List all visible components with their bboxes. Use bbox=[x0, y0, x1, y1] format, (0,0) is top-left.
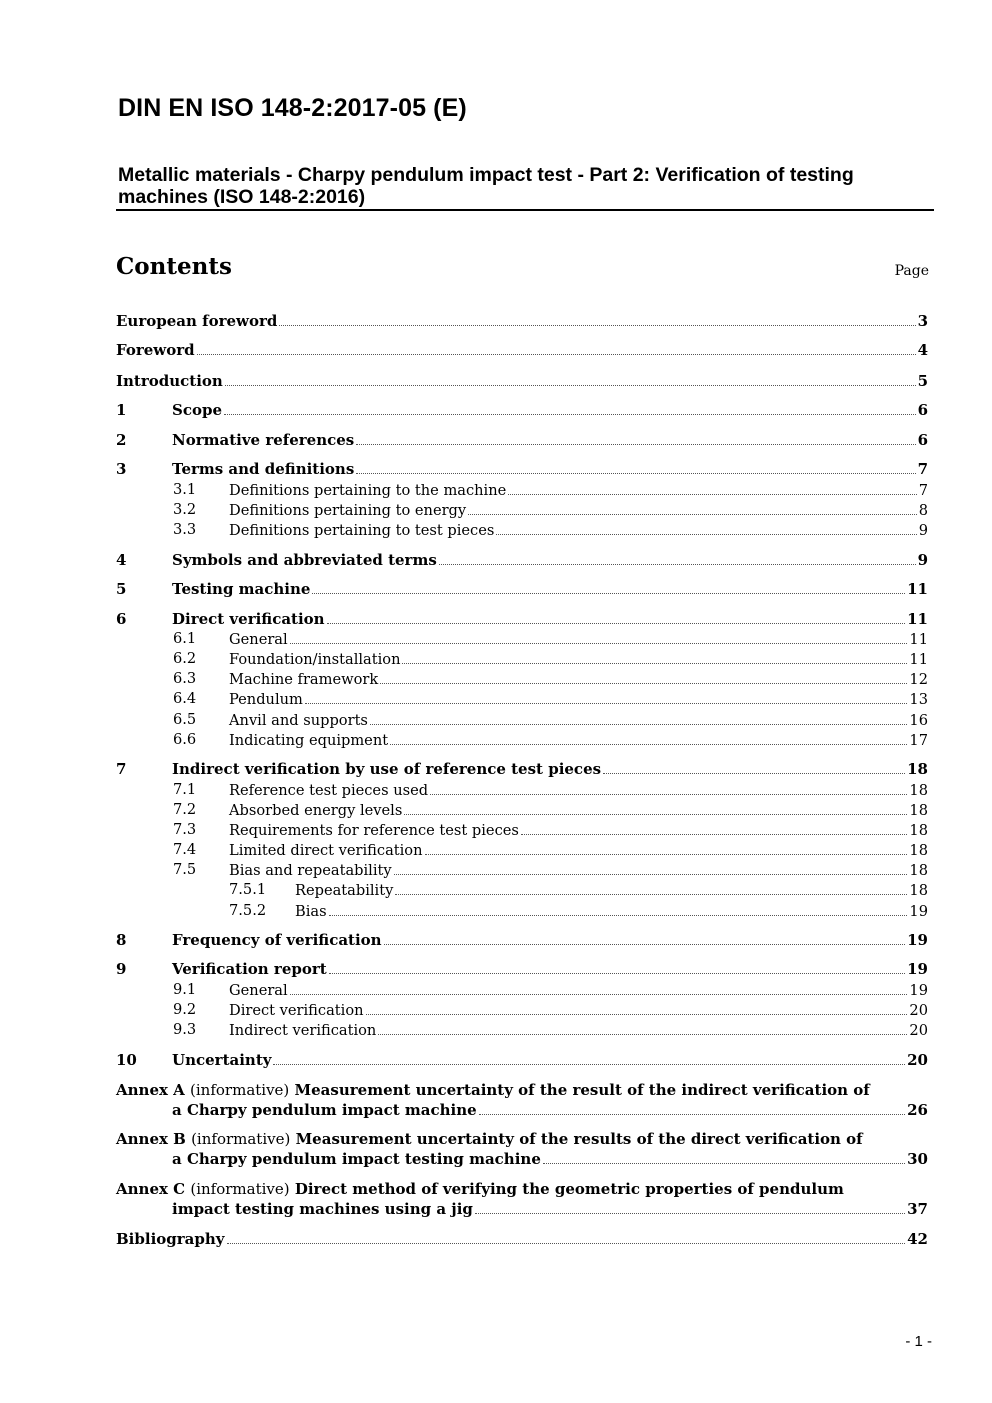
toc-entry-page: 19 bbox=[907, 931, 928, 949]
annex-label: Annex C bbox=[116, 1180, 186, 1198]
annex-title-line-1: Measurement uncertainty of the result of the indirect verification of bbox=[294, 1081, 870, 1099]
toc-entry[interactable] bbox=[116, 901, 928, 921]
toc-entry-page: 5 bbox=[917, 372, 928, 390]
annex-title-line-2: a Charpy pendulum impact machine bbox=[172, 1101, 477, 1119]
toc-leader-dots bbox=[425, 840, 908, 855]
toc-leader-dots bbox=[543, 1149, 905, 1164]
toc-entry-number: 6.2 bbox=[173, 650, 197, 667]
annex-title-line-1: Direct method of verifying the geometric properties of pendulum bbox=[294, 1180, 844, 1198]
toc-entry[interactable] bbox=[116, 311, 928, 331]
toc-entry-number: 7.3 bbox=[173, 821, 197, 838]
page-footer-number: - 1 - bbox=[905, 1333, 932, 1350]
toc-entry-number: 10 bbox=[116, 1051, 137, 1069]
toc-leader-dots bbox=[430, 780, 907, 795]
toc-entry-page: 18 bbox=[909, 842, 928, 859]
toc-leader-dots bbox=[402, 649, 907, 664]
toc-leader-dots bbox=[366, 1000, 908, 1015]
toc-entry-page: 6 bbox=[917, 431, 928, 449]
toc-entry-title: Indicating equipment bbox=[229, 732, 389, 749]
toc-leader-dots bbox=[290, 629, 908, 644]
toc-entry-page: 19 bbox=[909, 982, 928, 999]
toc-entry-number: 6.6 bbox=[173, 731, 197, 748]
toc-entry[interactable] bbox=[116, 759, 928, 779]
toc-entry-title: Indirect verification bbox=[229, 1022, 377, 1039]
toc-annex-entry-continued[interactable] bbox=[116, 1149, 928, 1169]
toc-entry-page: 11 bbox=[909, 651, 928, 668]
toc-entry-page: 7 bbox=[918, 482, 928, 499]
toc-leader-dots bbox=[439, 550, 916, 565]
toc-leader-dots bbox=[475, 1199, 905, 1214]
toc-entry-title: European foreword bbox=[116, 312, 278, 330]
toc-entry-title: Scope bbox=[172, 401, 223, 419]
toc-entry-page: 42 bbox=[907, 1230, 928, 1248]
toc-annex-entry[interactable] bbox=[116, 1080, 928, 1100]
toc-entry[interactable] bbox=[116, 1000, 928, 1020]
toc-entry[interactable] bbox=[116, 520, 928, 540]
toc-entry[interactable] bbox=[116, 459, 928, 479]
toc-entry-page: 19 bbox=[909, 903, 928, 920]
toc-entry-number: 3.3 bbox=[173, 521, 197, 538]
toc-entry-title: Pendulum bbox=[229, 691, 303, 708]
toc-entry-number: 7.4 bbox=[173, 841, 197, 858]
annex-type: (informative) bbox=[190, 1180, 290, 1198]
toc-entry[interactable] bbox=[116, 689, 928, 709]
toc-leader-dots bbox=[329, 901, 908, 916]
toc-entry[interactable] bbox=[116, 880, 928, 900]
toc-leader-dots bbox=[329, 959, 905, 974]
toc-entry-number: 3.2 bbox=[173, 501, 197, 518]
toc-entry[interactable] bbox=[116, 649, 928, 669]
document-title bbox=[118, 164, 933, 208]
toc-entry[interactable] bbox=[116, 860, 928, 880]
toc-entry[interactable] bbox=[116, 430, 928, 450]
toc-entry-number: 6.1 bbox=[173, 630, 197, 647]
toc-entry-page: 18 bbox=[909, 822, 928, 839]
toc-entry[interactable] bbox=[116, 629, 928, 649]
toc-entry-page: 16 bbox=[909, 712, 928, 729]
toc-entry[interactable] bbox=[116, 371, 928, 391]
toc-entry-title: Repeatability bbox=[295, 882, 394, 899]
toc-entry-title: Indirect verification by use of reference test pieces bbox=[172, 760, 602, 778]
toc-annex-entry-continued[interactable] bbox=[116, 1100, 928, 1120]
toc-entry-number: 7.5.1 bbox=[229, 881, 267, 898]
toc-entry-page: 9 bbox=[917, 551, 928, 569]
toc-entry-title: Anvil and supports bbox=[229, 712, 368, 729]
toc-entry[interactable] bbox=[116, 710, 928, 730]
toc-entry-page: 20 bbox=[909, 1002, 928, 1019]
toc-entry-title: Frequency of verification bbox=[172, 931, 382, 949]
toc-entry-page: 13 bbox=[909, 691, 928, 708]
toc-leader-dots bbox=[312, 579, 905, 594]
toc-entry-title: Testing machine bbox=[172, 580, 311, 598]
annex-title-line-2: a Charpy pendulum impact testing machine bbox=[172, 1150, 541, 1168]
toc-entry-title: Bias and repeatability bbox=[229, 862, 392, 879]
toc-entry-title: Terms and definitions bbox=[172, 460, 355, 478]
toc-entry-title: General bbox=[229, 982, 288, 999]
toc-entry[interactable] bbox=[116, 800, 928, 820]
toc-entry-title: Bias bbox=[295, 903, 327, 920]
annex-label: Annex B bbox=[116, 1130, 186, 1148]
toc-entry-number: 3.1 bbox=[173, 481, 197, 498]
contents-heading: Contents bbox=[116, 253, 232, 280]
toc-leader-dots bbox=[279, 311, 915, 326]
toc-entry[interactable] bbox=[116, 550, 928, 570]
toc-entry-page: 18 bbox=[909, 862, 928, 879]
toc-entry[interactable] bbox=[116, 820, 928, 840]
toc-leader-dots bbox=[380, 669, 907, 684]
toc-entry[interactable] bbox=[116, 840, 928, 860]
toc-entry-page: 18 bbox=[909, 782, 928, 799]
toc-leader-dots bbox=[356, 430, 915, 445]
toc-leader-dots bbox=[356, 459, 915, 474]
toc-entry-title: Normative references bbox=[172, 431, 355, 449]
title-rule bbox=[116, 209, 934, 211]
toc-entry[interactable] bbox=[116, 500, 928, 520]
toc-entry-number: 9.3 bbox=[173, 1021, 197, 1038]
toc-entry-page: 11 bbox=[907, 610, 928, 628]
toc-entry[interactable] bbox=[116, 609, 928, 629]
toc-entry-page: 20 bbox=[909, 1022, 928, 1039]
toc-annex-entry[interactable] bbox=[116, 1129, 928, 1149]
toc-entry-title: Symbols and abbreviated terms bbox=[172, 551, 437, 569]
toc-leader-dots bbox=[479, 1100, 905, 1115]
toc-entry-page: 12 bbox=[909, 671, 928, 688]
toc-entry[interactable] bbox=[116, 959, 928, 979]
toc-entry[interactable] bbox=[116, 980, 928, 1000]
toc-entry-title: General bbox=[229, 631, 288, 648]
toc-leader-dots bbox=[273, 1050, 905, 1065]
toc-entry[interactable] bbox=[116, 780, 928, 800]
toc-entry-title: Reference test pieces used bbox=[229, 782, 429, 799]
toc-entry[interactable] bbox=[116, 669, 928, 689]
annex-label: Annex A bbox=[116, 1081, 185, 1099]
toc-leader-dots bbox=[370, 710, 907, 725]
toc-entry-page: 18 bbox=[907, 760, 928, 778]
toc-entry-page: 8 bbox=[918, 502, 928, 519]
toc-entry[interactable] bbox=[116, 930, 928, 950]
toc-entry-title: Foundation/installation bbox=[229, 651, 401, 668]
toc-leader-dots bbox=[378, 1020, 907, 1035]
toc-leader-dots bbox=[305, 689, 908, 704]
toc-entry-title: Limited direct verification bbox=[229, 842, 423, 859]
annex-title-line-2: impact testing machines using a jig bbox=[172, 1200, 473, 1218]
toc-leader-dots bbox=[496, 520, 916, 535]
toc-entry-title: Definitions pertaining to the machine bbox=[229, 482, 507, 499]
toc-leader-dots bbox=[404, 800, 907, 815]
toc-entry-title: Machine framework bbox=[229, 671, 379, 688]
toc-entry-number: 7.2 bbox=[173, 801, 197, 818]
toc-entry-title: Bibliography bbox=[116, 1230, 225, 1248]
toc-entry-number: 8 bbox=[116, 931, 127, 949]
toc-entry-page: 9 bbox=[918, 522, 928, 539]
toc-leader-dots bbox=[390, 730, 907, 745]
toc-entry-number: 6.5 bbox=[173, 711, 197, 728]
toc-entry[interactable] bbox=[116, 1050, 928, 1070]
toc-leader-dots bbox=[521, 820, 908, 835]
toc-entry-title: Introduction bbox=[116, 372, 223, 390]
toc-entry-page: 4 bbox=[917, 341, 928, 359]
toc-entry[interactable] bbox=[116, 400, 928, 420]
toc-entry-page: 7 bbox=[917, 460, 928, 478]
toc-entry-page: 11 bbox=[907, 580, 928, 598]
toc-entry-number: 3 bbox=[116, 460, 127, 478]
toc-entry-page: 18 bbox=[909, 882, 928, 899]
toc-entry-number: 5 bbox=[116, 580, 127, 598]
toc-entry[interactable] bbox=[116, 730, 928, 750]
toc-annex-entry[interactable] bbox=[116, 1179, 928, 1199]
toc-entry-number: 6.3 bbox=[173, 670, 197, 687]
toc-leader-dots bbox=[327, 609, 906, 624]
document-title-line-2: machines (ISO 148-2:2016) bbox=[118, 186, 366, 208]
annex-type: (informative) bbox=[191, 1130, 291, 1148]
toc-entry-number: 6.4 bbox=[173, 690, 197, 707]
toc-entry-page: 20 bbox=[907, 1051, 928, 1069]
toc-entry-number: 4 bbox=[116, 551, 127, 569]
toc-entry-title: Verification report bbox=[172, 960, 327, 978]
toc-leader-dots bbox=[197, 340, 916, 355]
toc-entry-title: Foreword bbox=[116, 341, 195, 359]
toc-entry-number: 7.5.2 bbox=[229, 902, 267, 919]
page-column-label: Page bbox=[894, 263, 929, 279]
toc-bibliography-entry[interactable] bbox=[116, 1229, 928, 1249]
toc-entry-number: 1 bbox=[116, 401, 127, 419]
toc-entry-title: Direct verification bbox=[172, 610, 325, 628]
toc-entry[interactable] bbox=[116, 579, 928, 599]
document-id: DIN EN ISO 148-2:2017-05 (E) bbox=[118, 94, 467, 122]
toc-entry-title: Direct verification bbox=[229, 1002, 364, 1019]
toc-leader-dots bbox=[290, 980, 908, 995]
toc-entry-title: Absorbed energy levels bbox=[229, 802, 403, 819]
toc-leader-dots bbox=[225, 371, 916, 386]
toc-entry-number: 7.5 bbox=[173, 861, 197, 878]
toc-entry-page: 30 bbox=[907, 1150, 928, 1168]
toc-entry-page: 18 bbox=[909, 802, 928, 819]
toc-entry-number: 2 bbox=[116, 431, 127, 449]
toc-leader-dots bbox=[394, 860, 908, 875]
toc-entry-page: 26 bbox=[907, 1101, 928, 1119]
toc-entry-title: Definitions pertaining to test pieces bbox=[229, 522, 495, 539]
toc-entry-title: Uncertainty bbox=[172, 1051, 272, 1069]
toc-entry-page: 11 bbox=[909, 631, 928, 648]
toc-leader-dots bbox=[224, 400, 916, 415]
toc-entry-number: 7.1 bbox=[173, 781, 197, 798]
toc-entry-title: Requirements for reference test pieces bbox=[229, 822, 519, 839]
toc-entry-number: 7 bbox=[116, 760, 127, 778]
toc-entry-number: 9.2 bbox=[173, 1001, 197, 1018]
toc-leader-dots bbox=[384, 930, 906, 945]
toc-entry-title: Definitions pertaining to energy bbox=[229, 502, 467, 519]
toc-entry-number: 9.1 bbox=[173, 981, 197, 998]
toc-entry-page: 6 bbox=[917, 401, 928, 419]
toc-leader-dots bbox=[227, 1229, 906, 1244]
toc-entry-page: 37 bbox=[907, 1200, 928, 1218]
toc-entry-page: 3 bbox=[917, 312, 928, 330]
annex-type: (informative) bbox=[190, 1081, 290, 1099]
toc-entry[interactable] bbox=[116, 340, 928, 360]
toc-entry-page: 19 bbox=[907, 960, 928, 978]
toc-leader-dots bbox=[468, 500, 917, 515]
toc-entry-number: 6 bbox=[116, 610, 127, 628]
toc-leader-dots bbox=[508, 480, 916, 495]
annex-title-line-1: Measurement uncertainty of the results of the direct verification of bbox=[295, 1130, 863, 1148]
toc-leader-dots bbox=[395, 880, 907, 895]
toc-annex-entry-continued[interactable] bbox=[116, 1199, 928, 1219]
toc-entry-number: 9 bbox=[116, 960, 127, 978]
toc-entry[interactable] bbox=[116, 480, 928, 500]
document-title-line-1: Metallic materials - Charpy pendulum impact test - Part 2: Verification of testing bbox=[118, 164, 854, 186]
toc-leader-dots bbox=[603, 759, 905, 774]
toc-entry[interactable] bbox=[116, 1020, 928, 1040]
toc-entry-page: 17 bbox=[909, 732, 928, 749]
